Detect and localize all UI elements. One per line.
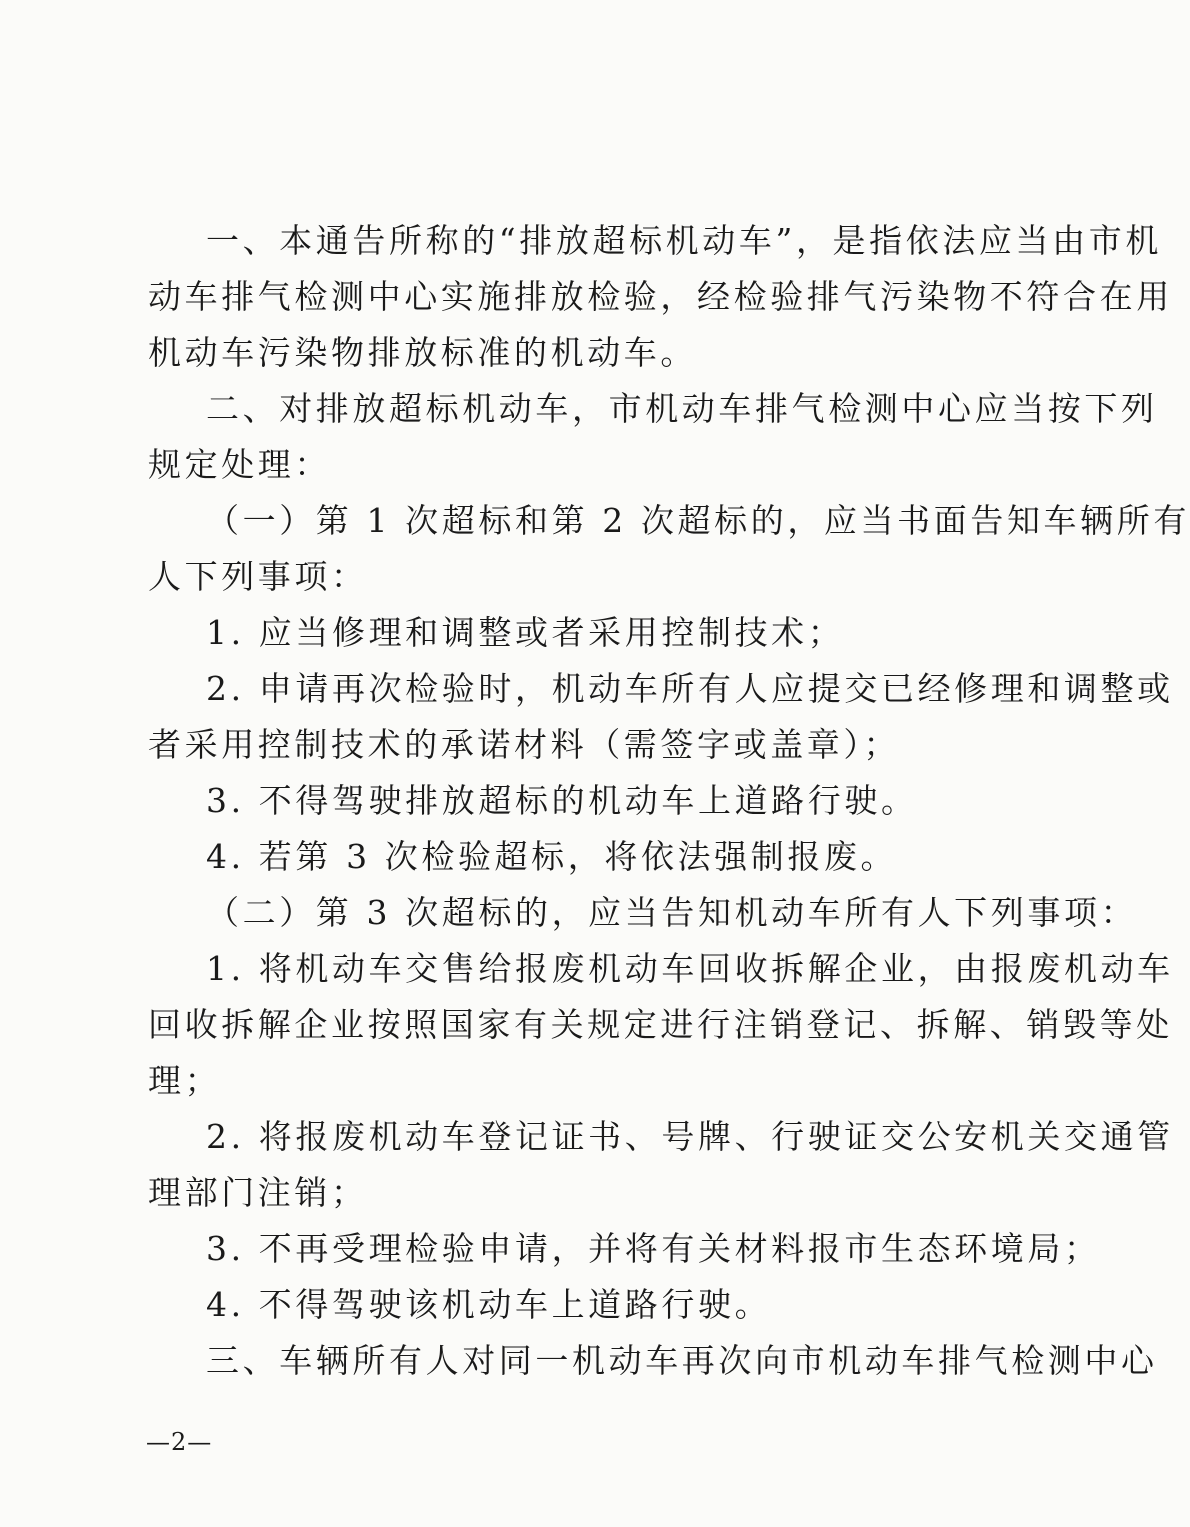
- paragraph-line-14: 1. 将机动车交售给报废机动车回收拆解企业，由报废机动车: [206, 949, 1174, 988]
- paragraph-line-20: 4. 不得驾驶该机动车上道路行驶。: [206, 1285, 772, 1324]
- paragraph-line-2: 动车排气检测中心实施排放检验，经检验排气污染物不符合在用: [148, 277, 1173, 316]
- paragraph-line-3: 机动车污染物排放标准的机动车。: [148, 333, 697, 372]
- paragraph-line-9: 2. 申请再次检验时，机动车所有人应提交已经修理和调整或: [206, 669, 1174, 708]
- paragraph-line-21: 三、车辆所有人对同一机动车再次向市机动车排气检测中心: [206, 1341, 1158, 1380]
- paragraph-line-11: 3. 不得驾驶排放超标的机动车上道路行驶。: [206, 781, 918, 820]
- page-number: —2—: [146, 1428, 213, 1456]
- paragraph-line-5: 规定处理：: [148, 445, 331, 484]
- paragraph-line-12: 4. 若第 3 次检验超标，将依法强制报废。: [206, 837, 898, 876]
- paragraph-line-16: 理；: [148, 1061, 222, 1100]
- paragraph-line-1: 一、本通告所称的“排放超标机动车”，是指依法应当由市机: [206, 221, 1162, 260]
- paragraph-line-4: 二、对排放超标机动车，市机动车排气检测中心应当按下列: [206, 389, 1158, 428]
- paragraph-line-17: 2. 将报废机动车登记证书、号牌、行驶证交公安机关交通管: [206, 1117, 1174, 1156]
- paragraph-line-7: 人下列事项：: [148, 557, 368, 596]
- paragraph-line-18: 理部门注销；: [148, 1173, 368, 1212]
- paragraph-line-13: （二）第 3 次超标的，应当告知机动车所有人下列事项：: [206, 893, 1138, 932]
- paragraph-line-19: 3. 不再受理检验申请，并将有关材料报市生态环境局；: [206, 1229, 1101, 1268]
- paragraph-line-8: 1. 应当修理和调整或者采用控制技术；: [206, 613, 845, 652]
- paragraph-line-10: 者采用控制技术的承诺材料（需签字或盖章）；: [148, 725, 901, 764]
- paragraph-line-6: （一）第 1 次超标和第 2 次超标的，应当书面告知车辆所有: [206, 501, 1190, 540]
- paragraph-line-15: 回收拆解企业按照国家有关规定进行注销登记、拆解、销毁等处: [148, 1005, 1173, 1044]
